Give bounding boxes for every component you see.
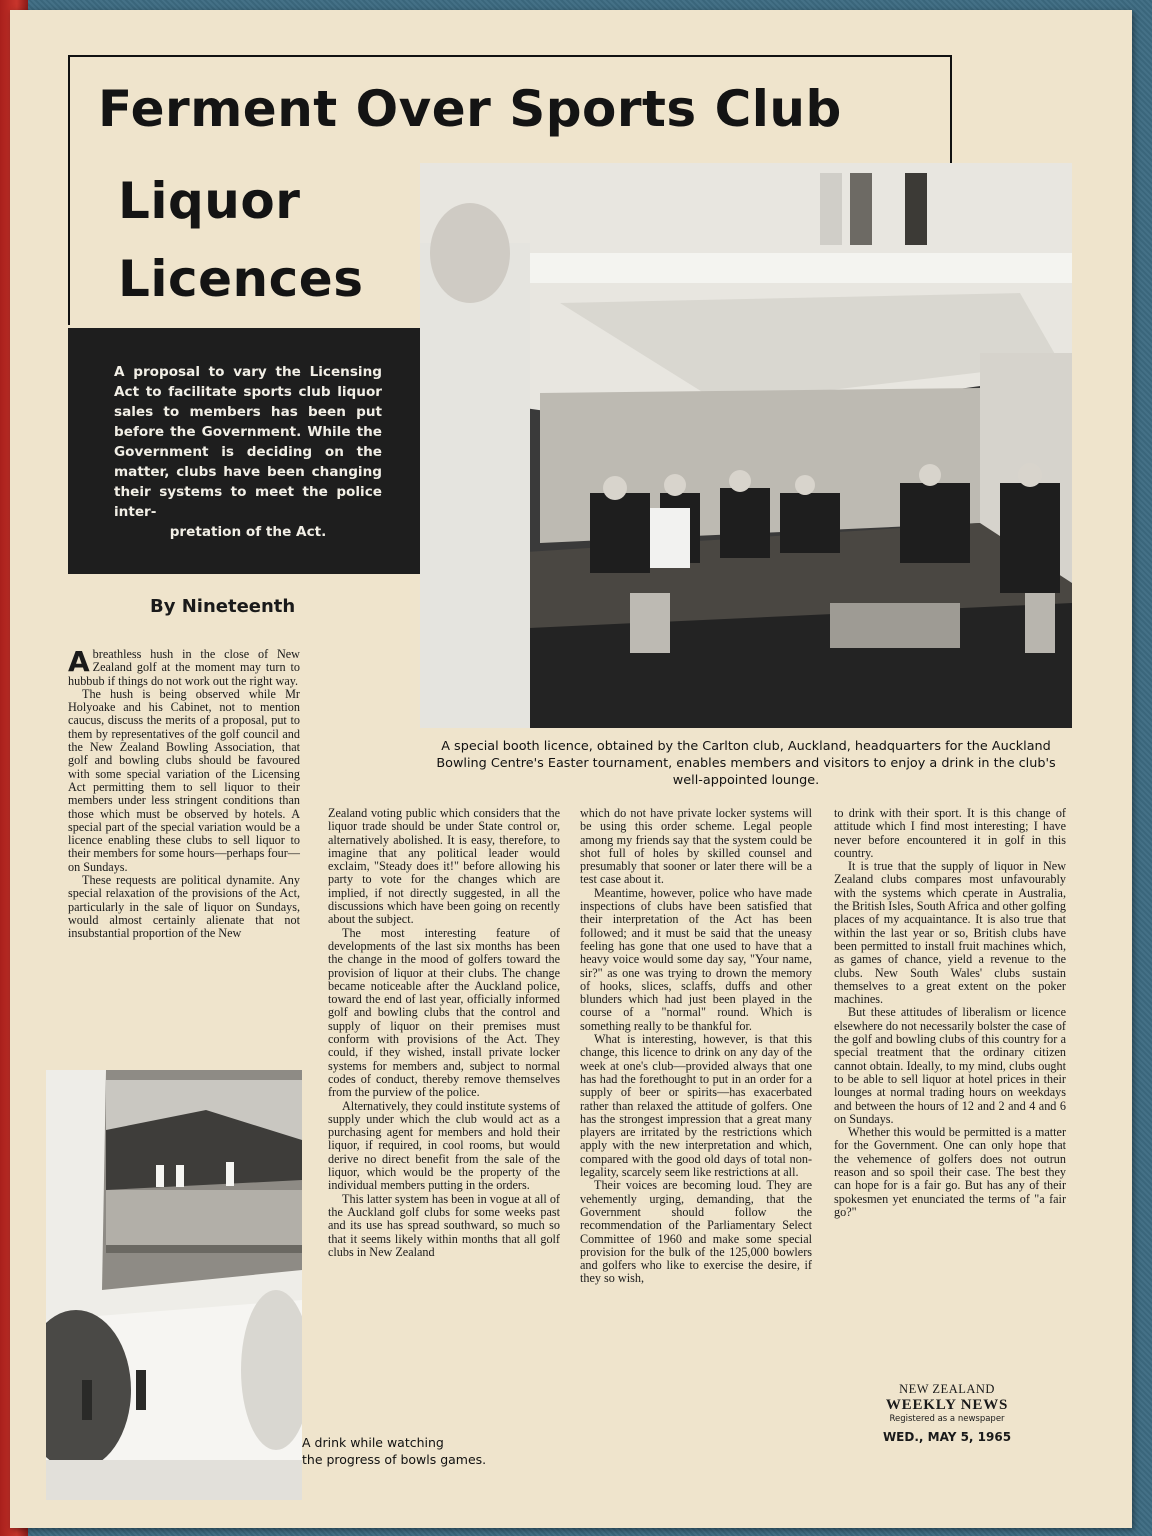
main-photo bbox=[420, 163, 1072, 728]
column-1 bbox=[68, 645, 300, 941]
masthead-registration: Registered as a newspaper bbox=[889, 1414, 1005, 1424]
byline: By Nineteenth bbox=[150, 596, 296, 617]
small-photo-caption bbox=[302, 1434, 562, 1468]
main-photo-caption: A special booth licence, obtained by the Carlton club, Auckland, headquarters for the Auckland Bowling Centre's Easter tournament, enables members and visitors to enjoy a drink in the club's well-appointed lounge. bbox=[436, 739, 1056, 788]
col2-p4: This latter system has been in vogue at all of the Auckland golf clubs for some weeks past and its use has spread southward, so much so that it seems likely within months that all golf clubs in New Zealand bbox=[328, 1191, 560, 1259]
masthead-title: WEEKLY NEWS bbox=[885, 1397, 1009, 1413]
deck-last-line: pretation of the Act. bbox=[169, 524, 327, 540]
col4-p4: Whether this would be permitted is a matter for the Government. One can only hope that the vehemence of golfers does not outrun reason and so spoil their case. The best they can hope for is a fair go. But has any of their spokesmen yet enunciated the terms of "a fair go?" bbox=[834, 1125, 1066, 1219]
masthead-date: WED., MAY 5, 1965 bbox=[882, 1430, 1012, 1444]
column-4 bbox=[834, 807, 1066, 1219]
bowls-photo bbox=[46, 1070, 302, 1500]
column-3 bbox=[580, 807, 812, 1286]
small-caption-line-1: A drink while watching bbox=[302, 1435, 444, 1450]
headline-line-3: Licences bbox=[118, 250, 364, 308]
column-2 bbox=[328, 807, 560, 1259]
col3-p4: Their voices are becoming loud. They are vehemently urging, demanding, that the Government should follow the recommendation of the Parliamentary Select Committee of 1960 and make some special provision for the bulk of the 125,000 bowlers and golfers who like to exercise the desire, if they so wish, bbox=[580, 1178, 812, 1286]
col1-p2: The hush is being observed while Mr Holyoake and his Cabinet, not to mention caucus, discuss the merits of a proposal, put to them by representatives of the golf council and the New Zealand Bowling Association, that golf and bowling clubs should be favoured with some special variation of the Licensing Act permitting them to sell liquor to their members under less stringent conditions than those which must be observed by hotels. A special part of the special variation would be a licence enabling these clubs to sell liquor to their members for some hours—perhaps four—on Sundays. bbox=[68, 686, 300, 874]
col4-p1: to drink with their sport. It is this change of attitude which I find most interesting; I have never before encountered it in golf in this country. bbox=[834, 806, 1066, 860]
small-caption-line-2: the progress of bowls games. bbox=[302, 1452, 487, 1467]
headline-line-2: Liquor bbox=[118, 172, 301, 230]
col1-p3: These requests are political dynamite. Any special relaxation of the provisions of the Act, particularly in the sale of liquor on Sundays, would almost certainly alienate that not insubstantial proportion of the New bbox=[68, 873, 300, 941]
deck-text: A proposal to vary the Licensing Act to facilitate sports club liquor sales to members has been put before the Government. While the Government is deciding on the matter, clubs have been changing their systems to meet the police inter- bbox=[114, 364, 382, 520]
magazine-page bbox=[10, 10, 1132, 1528]
col3-p3: What is interesting, however, is that this change, this licence to drink on any day of the week at one's club—provided always that one has had the forethought to put in an order for a supply of beer or spirits—has exacerbated rather than relaxed the attitude of golfers. One has the strongest impression that a great many players are irritated by the restrictions which apply with the new interpretation and which, compared with the good old days of total non-legality, scarcely seem like restrictions at all. bbox=[580, 1032, 812, 1180]
dropcap: A bbox=[68, 645, 90, 678]
masthead bbox=[842, 1382, 1052, 1444]
deck-box bbox=[68, 328, 420, 574]
headline-line-1: Ferment Over Sports Club bbox=[98, 80, 842, 138]
masthead-country: NEW ZEALAND bbox=[899, 1382, 995, 1396]
col3-p1: which do not have private locker systems will be using this order scheme. Legal people among my friends say that the system could be shot full of holes by skilled counsel and presumably that sooner or later there will be a test case about it. bbox=[580, 806, 812, 887]
col2-p2: The most interesting feature of developments of the last six months has been the change in the mood of golfers toward the provision of liquor at their clubs. The change became noticeable after the Auckland police, toward the end of last year, officially informed golf and bowling clubs that the control and supply of liquor on their premises must conform with provisions of the Act. They could, if they wished, install private locker systems for members and, subject to normal codes of conduct, thereby remove themselves from the purview of the police. bbox=[328, 925, 560, 1100]
col3-p2: Meantime, however, police who have made inspections of clubs have been satisfied that their interpretation of the Act has been followed; and it must be said that the uneasy feeling has gone that one used to have that a heavy voice would some day say, "Your name, sir?" as one was trying to drown the memory of hooks, slices, sclaffs, duffs and other blunders which had just been played in the course of a "normal" round. Which is something really to be thankful for. bbox=[580, 885, 812, 1033]
col2-p1: Zealand voting public which considers that the liquor trade should be under State control or, alternatively abolished. It is easy, therefore, to imagine that any political leader would exclaim, "Steady does it!" before allowing his party to vote for the changes which are implied, if not directly suggested, in all the discussions which have been going on recently about the subject. bbox=[328, 806, 560, 927]
col2-p3: Alternatively, they could institute systems of supply under which the club would act as a purchasing agent for members and hold their liquor, if required, in cool rooms, but would derive no direct benefit from the sale of the liquor, which would be the property of the individual members putting in the orders. bbox=[328, 1098, 560, 1193]
col1-p1: breathless hush in the close of New Zealand golf at the moment may turn to hubbub if things do not work out the right way. bbox=[68, 647, 300, 688]
col4-p2: It is true that the supply of liquor in New Zealand clubs compares most unfavourably with the systems which cperate in Australia, the British Isles, South Africa and other golfing places of my acquaintance. It is also true that within the last year or so, British clubs have been permitted to install fruit machines which, as games of chance, yield a revenue to the clubs. New South Wales' clubs sustain themselves to a great extent on the poker machines. bbox=[834, 859, 1066, 1007]
col4-p3: But these attitudes of liberalism or licence elsewhere do not necessarily bolster the case of the golf and bowling clubs of this country for a special treatment that the ordinary citizen cannot obtain. Ideally, to my mind, clubs ought to be able to sell liquor at hotel prices in their lounges at normal trading hours on weekdays and between the hours of 12 and 2 and 4 and 6 on Sundays. bbox=[834, 1005, 1066, 1126]
